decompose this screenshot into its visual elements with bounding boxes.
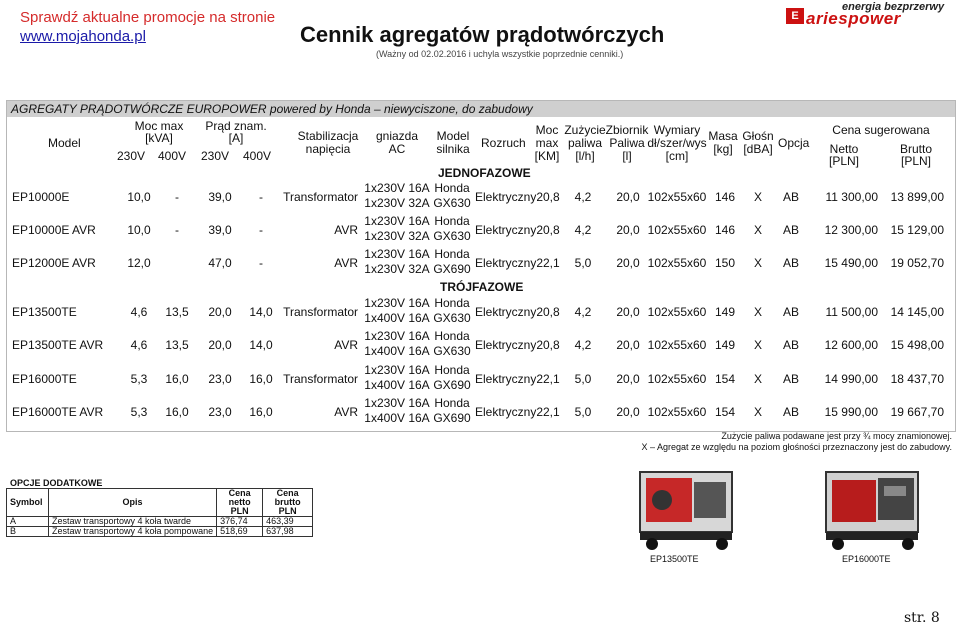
hdr-prad: Prąd znam. bbox=[205, 119, 267, 133]
cell-mass: 149 bbox=[714, 305, 736, 319]
cell-sockets bbox=[362, 214, 432, 244]
page-subtitle: (Ważny od 02.02.2016 i uchyla wszystkie poprzednie cenniki.) bbox=[376, 49, 624, 59]
page-number: str. 8 bbox=[904, 610, 940, 626]
hdr-stab-1: Stabilizacja bbox=[297, 129, 359, 143]
options-row bbox=[7, 517, 313, 527]
cell-tank: 20,0 bbox=[616, 372, 640, 386]
cell-tank: 20,0 bbox=[616, 256, 640, 270]
cell-fuel: 4,2 bbox=[574, 338, 592, 352]
logo-badge-icon: E bbox=[786, 8, 804, 24]
cell-kva400: - bbox=[175, 190, 179, 204]
cell-opt: AB bbox=[782, 256, 799, 270]
cell-stab: AVR bbox=[334, 223, 358, 237]
cell-opt: AB bbox=[782, 223, 799, 237]
cell-start: Elektryczny bbox=[475, 223, 537, 237]
cell-noise: X bbox=[753, 190, 762, 204]
hdr-masa-2: [kg] bbox=[713, 142, 733, 156]
socket-2: 1x400V 16A bbox=[364, 311, 430, 325]
cell-a400: 16,0 bbox=[249, 372, 273, 386]
cell-sockets bbox=[362, 247, 432, 277]
cell-noise: X bbox=[753, 256, 762, 270]
hdr-glosn-2: [dBA] bbox=[743, 142, 773, 156]
engine-model: GX690 bbox=[433, 411, 471, 425]
hdr-400v-b: 400V bbox=[243, 149, 272, 163]
engine-brand: Honda bbox=[434, 296, 470, 310]
cell-dim: 102x55x60 bbox=[647, 256, 707, 270]
hdr-zb-1: Zbiornik bbox=[605, 123, 649, 137]
cell-model: EP10000E bbox=[12, 190, 70, 204]
hdr-gniazda-1: gniazda bbox=[375, 129, 419, 143]
socket-2: 1x400V 16A bbox=[364, 378, 430, 392]
cell-noise: X bbox=[753, 372, 762, 386]
cell-a400: - bbox=[259, 256, 263, 270]
cell-kva230: 12,0 bbox=[127, 256, 151, 270]
cell-engine bbox=[430, 181, 474, 211]
cell-a230: 23,0 bbox=[208, 405, 232, 419]
note-fuel: Zużycie paliwa podawane jest przy ¾ mocy znamionowej. bbox=[721, 431, 952, 441]
cell-km: 20,8 bbox=[536, 305, 560, 319]
cell-tank: 20,0 bbox=[616, 223, 640, 237]
engine-brand: Honda bbox=[434, 181, 470, 195]
cell-opt: AB bbox=[782, 305, 799, 319]
cell-a400: - bbox=[259, 190, 263, 204]
cell-kva400: 16,0 bbox=[165, 372, 189, 386]
cell-kva400: 16,0 bbox=[165, 405, 189, 419]
engine-brand: Honda bbox=[434, 247, 470, 261]
options-table bbox=[6, 488, 313, 537]
hdr-gniazda-2: AC bbox=[388, 142, 406, 156]
cell-kva400: 13,5 bbox=[165, 338, 189, 352]
photo-caption-ep16000te: EP16000TE bbox=[842, 554, 891, 564]
hdr-wym-3: [cm] bbox=[665, 149, 689, 163]
cell-a400: 14,0 bbox=[249, 338, 273, 352]
hdr-model: Model bbox=[48, 136, 81, 150]
cell-tank: 20,0 bbox=[616, 338, 640, 352]
table-banner: AGREGATY PRĄDOTWÓRCZE EUROPOWER powered by Honda – niewyciszone, do zabudowy bbox=[7, 101, 955, 117]
cell-mass: 146 bbox=[714, 190, 736, 204]
hdr-zb-2: Paliwa bbox=[609, 136, 645, 150]
hdr-brutto-1: Brutto bbox=[899, 142, 932, 156]
cell-dim: 102x55x60 bbox=[647, 305, 707, 319]
hdr-km-2: max bbox=[535, 136, 559, 150]
brand-logo bbox=[782, 2, 952, 28]
cell-kva400: 13,5 bbox=[165, 305, 189, 319]
socket-1: 1x230V 16A bbox=[364, 214, 430, 228]
cell-start: Elektryczny bbox=[475, 190, 537, 204]
hdr-amp: [A] bbox=[228, 131, 244, 145]
hdr-230v-b: 230V bbox=[201, 149, 230, 163]
socket-2: 1x400V 16A bbox=[364, 344, 430, 358]
cell-km: 22,1 bbox=[536, 256, 560, 270]
engine-brand: Honda bbox=[434, 396, 470, 410]
hdr-silnik-2: silnika bbox=[436, 142, 470, 156]
promo-link[interactable]: www.mojahonda.pl bbox=[20, 28, 146, 45]
cell-dim: 102x55x60 bbox=[647, 372, 707, 386]
cell-a230: 39,0 bbox=[208, 223, 232, 237]
cell-a230: 20,0 bbox=[208, 305, 232, 319]
cell-a400: 16,0 bbox=[249, 405, 273, 419]
socket-1: 1x230V 16A bbox=[364, 296, 430, 310]
section-single-phase: JEDNOFAZOWE bbox=[438, 166, 531, 180]
cell-tank: 20,0 bbox=[616, 190, 640, 204]
cell-mass: 154 bbox=[714, 405, 736, 419]
cell-model: EP10000E AVR bbox=[12, 223, 96, 237]
engine-model: GX690 bbox=[433, 378, 471, 392]
options-row bbox=[7, 527, 313, 537]
socket-2: 1x230V 32A bbox=[364, 196, 430, 210]
hdr-kva: [kVA] bbox=[145, 131, 173, 145]
cell-opt: AB bbox=[782, 338, 799, 352]
cell-km: 20,8 bbox=[536, 223, 560, 237]
cell-noise: X bbox=[753, 338, 762, 352]
cell-a230: 47,0 bbox=[208, 256, 232, 270]
cell-gross: 18 437,70 bbox=[890, 372, 944, 386]
hdr-wym-2: dł/szer/wys bbox=[647, 136, 707, 150]
socket-2: 1x230V 32A bbox=[364, 262, 430, 276]
socket-2: 1x400V 16A bbox=[364, 411, 430, 425]
section-three-phase: TRÓJFAZOWE bbox=[440, 280, 524, 294]
engine-model: GX630 bbox=[433, 229, 471, 243]
cell-a230: 20,0 bbox=[208, 338, 232, 352]
cell-kva230: 5,3 bbox=[130, 405, 148, 419]
cell-mass: 154 bbox=[714, 372, 736, 386]
cell-a400: - bbox=[259, 223, 263, 237]
cell-fuel: 4,2 bbox=[574, 223, 592, 237]
cell-model: EP16000TE AVR bbox=[12, 405, 104, 419]
hdr-wym-1: Wymiary bbox=[653, 123, 701, 137]
cell-start: Elektryczny bbox=[475, 256, 537, 270]
table-notes bbox=[641, 431, 952, 453]
engine-brand: Honda bbox=[434, 363, 470, 377]
cell-gross: 15 129,00 bbox=[890, 223, 944, 237]
hdr-zb-3: [l] bbox=[622, 149, 632, 163]
cell-stab: Transformator bbox=[283, 305, 358, 319]
cell-kva230: 4,6 bbox=[130, 338, 148, 352]
generator-photo-ep16000te bbox=[818, 462, 928, 552]
cell-net: 11 300,00 bbox=[825, 190, 878, 204]
engine-model: GX630 bbox=[433, 344, 471, 358]
cell-a400: 14,0 bbox=[249, 305, 273, 319]
engine-brand: Honda bbox=[434, 329, 470, 343]
cell-kva400: - bbox=[175, 223, 179, 237]
cell-stab: AVR bbox=[334, 338, 358, 352]
hdr-netto-1: Netto bbox=[829, 142, 859, 156]
cell-opt: AB bbox=[782, 372, 799, 386]
cell-net: 11 500,00 bbox=[825, 305, 878, 319]
socket-1: 1x230V 16A bbox=[364, 396, 430, 410]
promo-block bbox=[20, 8, 275, 46]
options-h-opis: Opis bbox=[49, 489, 217, 517]
cell-mass: 146 bbox=[714, 223, 736, 237]
engine-model: GX630 bbox=[433, 196, 471, 210]
hdr-zuz-1: Zużycie bbox=[564, 123, 606, 137]
cell-model: EP13500TE AVR bbox=[12, 338, 104, 352]
cell-start: Elektryczny bbox=[475, 405, 537, 419]
hdr-rozruch: Rozruch bbox=[481, 136, 526, 150]
generator-photo-ep13500te bbox=[632, 462, 742, 552]
engine-brand: Honda bbox=[434, 214, 470, 228]
cell-mass: 150 bbox=[714, 256, 736, 270]
hdr-brutto-2: [PLN] bbox=[900, 154, 931, 168]
socket-2: 1x230V 32A bbox=[364, 229, 430, 243]
cell-gross: 15 498,00 bbox=[890, 338, 944, 352]
cell-engine bbox=[430, 296, 474, 326]
hdr-zuz-2: paliwa bbox=[567, 136, 603, 150]
cell-model: EP16000TE bbox=[12, 372, 77, 386]
cell-fuel: 4,2 bbox=[574, 305, 592, 319]
engine-model: GX690 bbox=[433, 262, 471, 276]
cell-model: EP12000E AVR bbox=[12, 256, 96, 270]
logo-tagline: energia bezprzerwy bbox=[842, 1, 945, 13]
cell-gross: 19 052,70 bbox=[890, 256, 944, 270]
cell-engine bbox=[430, 247, 474, 277]
engine-model: GX630 bbox=[433, 311, 471, 325]
options-h-brutto: Cena brutto PLN bbox=[263, 489, 313, 517]
cell-kva230: 5,3 bbox=[130, 372, 148, 386]
cell-stab: AVR bbox=[334, 256, 358, 270]
options-header-row bbox=[7, 489, 313, 517]
cell-engine bbox=[430, 396, 474, 426]
cell-fuel: 5,0 bbox=[574, 372, 592, 386]
cell-mass: 149 bbox=[714, 338, 736, 352]
hdr-silnik-1: Model bbox=[436, 129, 470, 143]
cell-tank: 20,0 bbox=[616, 405, 640, 419]
cell-start: Elektryczny bbox=[475, 338, 537, 352]
cell-net: 12 300,00 bbox=[824, 223, 878, 237]
socket-1: 1x230V 16A bbox=[364, 247, 430, 261]
cell-engine bbox=[430, 329, 474, 359]
cell-noise: X bbox=[753, 305, 762, 319]
cell-km: 22,1 bbox=[536, 405, 560, 419]
cell-a230: 23,0 bbox=[208, 372, 232, 386]
cell-sockets bbox=[362, 296, 432, 326]
promo-text: Sprawdź aktualne promocje na stronie bbox=[20, 9, 276, 26]
cell-fuel: 5,0 bbox=[574, 256, 592, 270]
options-h-symbol: Symbol bbox=[7, 489, 49, 517]
options-netto: 376,74 bbox=[217, 517, 263, 527]
cell-fuel: 5,0 bbox=[574, 405, 592, 419]
cell-stab: AVR bbox=[334, 405, 358, 419]
cell-sockets bbox=[362, 329, 432, 359]
options-desc: Zestaw transportowy 4 koła pompowane bbox=[49, 527, 217, 537]
cell-engine bbox=[430, 214, 474, 244]
note-noise: X – Agregat ze względu na poziom głośności przeznaczony jest do zabudowy. bbox=[641, 442, 952, 452]
options-netto: 518,69 bbox=[217, 527, 263, 537]
page-title: Cennik agregatów prądotwórczych bbox=[300, 22, 665, 47]
cell-start: Elektryczny bbox=[475, 305, 537, 319]
cell-fuel: 4,2 bbox=[574, 190, 592, 204]
hdr-masa-1: Masa bbox=[708, 129, 738, 143]
options-brutto: 637,98 bbox=[263, 527, 313, 537]
cell-engine bbox=[430, 363, 474, 393]
cell-dim: 102x55x60 bbox=[647, 405, 707, 419]
options-brutto: 463,39 bbox=[263, 517, 313, 527]
cell-net: 15 990,00 bbox=[824, 405, 878, 419]
cell-stab: Transformator bbox=[283, 372, 358, 386]
hdr-glosn-1: Głośn bbox=[742, 129, 774, 143]
cell-gross: 13 899,00 bbox=[890, 190, 944, 204]
hdr-moc-max: Moc max bbox=[134, 119, 184, 133]
hdr-netto-2: [PLN] bbox=[828, 154, 859, 168]
cell-a230: 39,0 bbox=[208, 190, 232, 204]
cell-net: 15 490,00 bbox=[824, 256, 878, 270]
hdr-km-1: Moc bbox=[535, 123, 559, 137]
cell-km: 20,8 bbox=[536, 190, 560, 204]
cell-kva230: 4,6 bbox=[130, 305, 148, 319]
cell-dim: 102x55x60 bbox=[647, 190, 707, 204]
hdr-230v-a: 230V bbox=[117, 149, 146, 163]
photo-caption-ep13500te: EP13500TE bbox=[650, 554, 699, 564]
cell-stab: Transformator bbox=[283, 190, 358, 204]
cell-model: EP13500TE bbox=[12, 305, 77, 319]
cell-noise: X bbox=[753, 223, 762, 237]
cell-gross: 19 667,70 bbox=[890, 405, 944, 419]
cell-noise: X bbox=[753, 405, 762, 419]
cell-sockets bbox=[362, 181, 432, 211]
hdr-zuz-3: [l/h] bbox=[575, 149, 595, 163]
cell-sockets bbox=[362, 363, 432, 393]
cell-tank: 20,0 bbox=[616, 305, 640, 319]
socket-1: 1x230V 16A bbox=[364, 363, 430, 377]
hdr-km-3: [KM] bbox=[534, 149, 560, 163]
cell-sockets bbox=[362, 396, 432, 426]
options-h-netto: Cena netto PLN bbox=[217, 489, 263, 517]
cell-opt: AB bbox=[782, 190, 799, 204]
hdr-cena: Cena sugerowana bbox=[832, 123, 930, 137]
cell-gross: 14 145,00 bbox=[890, 305, 944, 319]
hdr-stab-2: napięcia bbox=[305, 142, 351, 156]
options-desc: Zestaw transportowy 4 koła twarde bbox=[49, 517, 217, 527]
cell-dim: 102x55x60 bbox=[647, 223, 707, 237]
hdr-opcja: Opcja bbox=[778, 136, 810, 150]
cell-kva230: 10,0 bbox=[127, 190, 151, 204]
cell-opt: AB bbox=[782, 405, 799, 419]
socket-1: 1x230V 16A bbox=[364, 329, 430, 343]
cell-net: 14 990,00 bbox=[824, 372, 878, 386]
cell-km: 22,1 bbox=[536, 372, 560, 386]
cell-dim: 102x55x60 bbox=[647, 338, 707, 352]
options-title: OPCJE DODATKOWE bbox=[10, 478, 103, 488]
options-symbol: B bbox=[7, 527, 49, 537]
hdr-400v-a: 400V bbox=[158, 149, 187, 163]
cell-start: Elektryczny bbox=[475, 372, 537, 386]
cell-net: 12 600,00 bbox=[824, 338, 878, 352]
cell-kva230: 10,0 bbox=[127, 223, 151, 237]
cell-km: 20,8 bbox=[536, 338, 560, 352]
socket-1: 1x230V 16A bbox=[364, 181, 430, 195]
logo-brand: ariespower bbox=[806, 9, 901, 28]
options-symbol: A bbox=[7, 517, 49, 527]
